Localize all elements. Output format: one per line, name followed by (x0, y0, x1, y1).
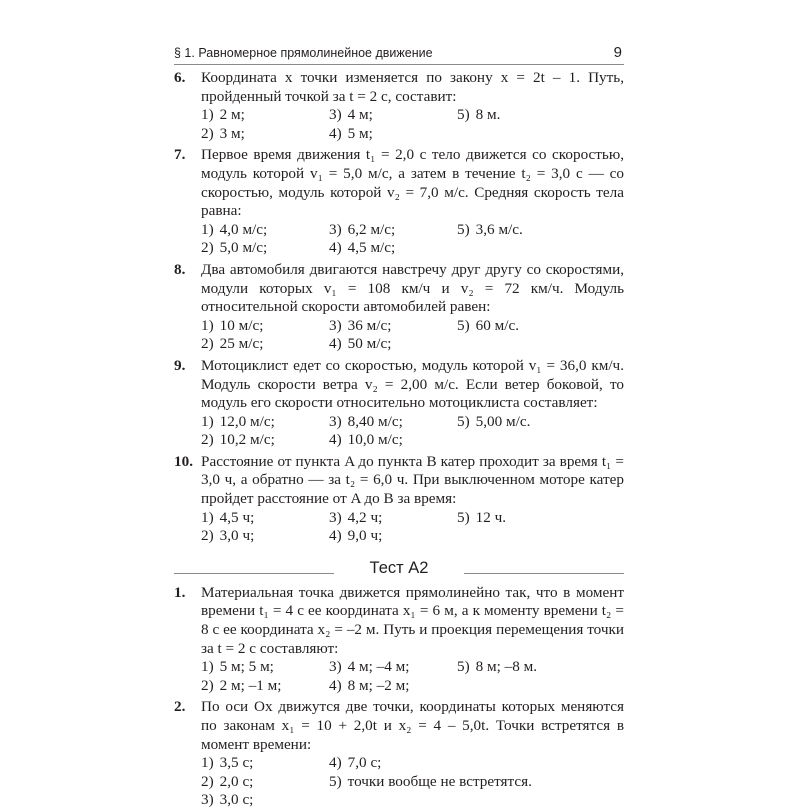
problem-number: 8. (174, 260, 186, 278)
option-5: 5) 3,6 м/с. (457, 220, 523, 238)
problem-number: 9. (174, 356, 186, 374)
page-number: 9 (613, 44, 622, 61)
problem-stem: Два автомобиля двигаются навстречу друг другу со скоростями, модули которых v₁ = 108 км/ч и v₂ = 72 км/ч. Модуль относительной скорости автомобилей равен: (201, 260, 624, 316)
option-1: 1) 2 м; (201, 106, 245, 124)
option-5: 5) 8 м. (457, 106, 501, 124)
problem-6 (174, 69, 624, 143)
problem-stem: По оси Ox движутся две точки, координаты которых меняются по законам x₁ = 10 + 2,0t и x₂ = 4 – 5,0t. Точки встретятся в момент времени: (201, 698, 624, 753)
problem-9 (174, 357, 624, 450)
option-2: 2) 3 м; (201, 124, 245, 142)
option-2: 2) 5,0 м/с; (201, 239, 268, 257)
option-3: 3) 4 м; –4 м; (329, 658, 410, 676)
heading-rule-left (174, 573, 334, 574)
problem-number: 2. (174, 698, 186, 716)
heading-rule-right (464, 573, 624, 574)
option-3: 3) 36 м/с; (329, 316, 392, 334)
problem-stem: Первое время движения t₁ = 2,0 с тело движется со скоростью, модуль которой v₁ = 5,0 м/с, а затем в течение t₂ = 3,0 с — со скоростью, модуль которой v₂ = 7,0 м/с. Средняя скорость тела равна: (201, 146, 624, 220)
test-title: Тест А2 (369, 558, 429, 577)
test-a2-problem-2 (174, 698, 624, 810)
option-1: 1) 4,0 м/с; (201, 220, 268, 238)
answer-options (201, 754, 624, 810)
answer-options (201, 221, 624, 258)
option-2: 2) 25 м/с; (201, 335, 264, 353)
answer-options (201, 317, 624, 354)
running-head (174, 44, 624, 65)
option-5: 5) 5,00 м/с. (457, 412, 531, 430)
option-2: 2) 3,0 ч; (201, 527, 255, 545)
option-5: 5) точки вообще не встретятся. (329, 772, 532, 790)
answer-options (201, 106, 624, 143)
option-4: 4) 5 м; (329, 124, 373, 142)
option-1: 1) 3,5 с; (201, 754, 254, 772)
answer-options (201, 413, 624, 450)
option-4: 4) 8 м; –2 м; (329, 676, 410, 694)
option-5: 5) 60 м/с. (457, 316, 520, 334)
problem-number: 10. (174, 452, 193, 470)
option-3: 3) 4,2 ч; (329, 508, 383, 526)
option-3: 3) 4 м; (329, 106, 373, 124)
problem-stem: Расстояние от пункта A до пункта B катер проходит за время t₁ = 3,0 ч, а обратно — за t₂ = 6,0 ч. При выключенном моторе катер пройдет расстояние от A до B за время: (201, 452, 624, 508)
option-1: 1) 4,5 ч; (201, 508, 255, 526)
answer-options (201, 509, 624, 546)
problem-number: 6. (174, 69, 186, 86)
option-3: 3) 6,2 м/с; (329, 220, 396, 238)
option-4: 4) 9,0 ч; (329, 527, 383, 545)
option-4: 4) 10,0 м/с; (329, 431, 403, 449)
option-1: 1) 5 м; 5 м; (201, 658, 274, 676)
option-5: 5) 12 ч. (457, 508, 507, 526)
option-4: 4) 7,0 с; (329, 754, 382, 772)
option-2: 2) 2 м; –1 м; (201, 676, 282, 694)
problem-8 (174, 261, 624, 354)
option-3: 3) 3,0 с; (201, 791, 254, 809)
problem-number: 1. (174, 583, 186, 601)
problem-stem: Мотоциклист едет со скоростью, модуль которой v₁ = 36,0 км/ч. Модуль скорости ветра v₂ = 2,00 м/с. Если ветер боковой, то модуль его скорости относительно мотоциклиста составляет: (201, 356, 624, 412)
problem-10 (174, 453, 624, 546)
test-a2-problem-1 (174, 584, 624, 696)
option-1: 1) 12,0 м/с; (201, 412, 275, 430)
option-1: 1) 10 м/с; (201, 316, 264, 334)
textbook-page (174, 44, 624, 810)
answer-options (201, 658, 624, 695)
problem-stem: Материальная точка движется прямолинейно так, что в момент времени t₁ = 4 с ее координата x₁ = 6 м, а к моменту времени t₂ = 8 с ее координата x₂ = –2 м. Путь и проекция перемещения точки за t = 2 с составляют: (201, 583, 624, 657)
section-title: § 1. Равномерное прямолинейное движение (174, 46, 433, 60)
problem-stem: Координата x точки изменяется по закону x = 2t – 1. Путь, пройденный точкой за t = 2 с, составит: (201, 69, 624, 105)
problem-7 (174, 146, 624, 258)
test-a2-heading (174, 559, 624, 578)
option-2: 2) 2,0 с; (201, 772, 254, 790)
option-5: 5) 8 м; –8 м. (457, 658, 538, 676)
problem-number: 7. (174, 146, 186, 164)
option-4: 4) 4,5 м/с; (329, 239, 396, 257)
option-4: 4) 50 м/с; (329, 335, 392, 353)
option-3: 3) 8,40 м/с; (329, 412, 403, 430)
option-2: 2) 10,2 м/с; (201, 431, 275, 449)
